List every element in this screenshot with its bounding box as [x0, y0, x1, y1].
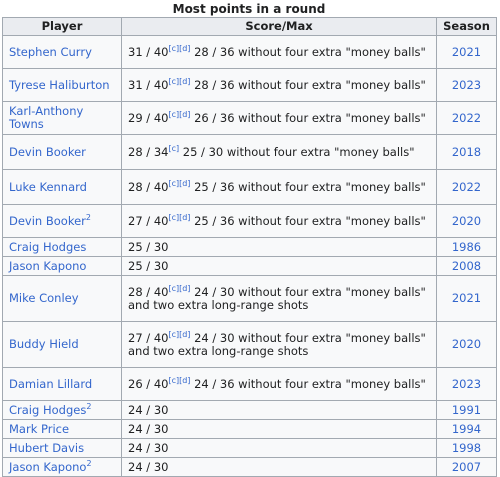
score-cell [122, 368, 437, 401]
column-header-season[interactable]: Season [437, 18, 497, 36]
player-link[interactable]: Buddy Hield [9, 337, 79, 351]
score-cell [122, 170, 437, 205]
score-cell [122, 238, 437, 257]
score-cell [122, 69, 437, 102]
score-value: 25 / 30 [128, 239, 169, 254]
score-note: 28 / 36 without four extra "money balls" [190, 44, 426, 59]
footnote-reference-link[interactable]: [c][d] [168, 212, 191, 222]
footnote-reference-link[interactable]: [c][d] [168, 283, 191, 293]
season-link[interactable]: 2022 [437, 102, 497, 135]
points-table-container [2, 2, 496, 477]
player-cell[interactable] [3, 102, 122, 135]
season-link[interactable]: 2021 [437, 36, 497, 69]
season-link[interactable]: 2020 [437, 322, 497, 368]
player-link[interactable]: Craig Hodges [9, 239, 87, 254]
score-note: 24 / 30 without four extra "money balls" and two extra long-range shots [128, 330, 426, 358]
player-link[interactable]: Stephen Curry [9, 44, 92, 59]
score-value: 24 / 30 [128, 440, 169, 455]
player-link[interactable]: Jason Kapono [9, 258, 87, 273]
footnote-reference-link[interactable]: [c][d] [168, 178, 191, 188]
season-link[interactable]: 2008 [437, 257, 497, 276]
season-link[interactable]: 1991 [437, 401, 497, 420]
player-cell[interactable] [3, 69, 122, 102]
player-link[interactable]: Luke Kennard [9, 179, 87, 194]
player-link[interactable]: Karl-Anthony Towns [9, 104, 84, 131]
table-row [3, 36, 497, 69]
score-note: 24 / 30 without four extra "money balls" and two extra long-range shots [128, 284, 426, 312]
player-link[interactable]: Damian Lillard [9, 376, 93, 391]
score-value: 25 / 30 [128, 258, 169, 273]
player-cell[interactable] [3, 401, 122, 420]
score-cell [122, 458, 437, 477]
player-link[interactable]: Mark Price [9, 421, 70, 436]
footnote-reference-link[interactable]: [c][d] [168, 329, 191, 339]
footnote-reference-link[interactable]: [c][d] [168, 43, 191, 53]
season-link[interactable]: 1986 [437, 238, 497, 257]
score-value: 26 / 40 [128, 376, 169, 391]
score-value: 28 / 40 [128, 179, 169, 194]
most-points-table [2, 17, 497, 477]
score-value: 24 / 30 [128, 402, 169, 417]
season-link[interactable]: 2007 [437, 458, 497, 477]
player-cell[interactable] [3, 238, 122, 257]
season-link[interactable]: 2018 [437, 135, 497, 170]
season-link[interactable]: 2023 [437, 368, 497, 401]
table-row [3, 257, 497, 276]
player-link[interactable]: Tyrese Haliburton [9, 77, 110, 92]
season-link[interactable]: 2021 [437, 276, 497, 322]
score-note: 25 / 30 without four extra "money balls" [179, 144, 415, 159]
footnote-reference-link[interactable]: [c][d] [168, 109, 191, 119]
player-cell[interactable] [3, 458, 122, 477]
footnote-reference-link[interactable]: [c][d] [168, 76, 191, 86]
score-value: 24 / 30 [128, 421, 169, 436]
score-value: 31 / 40 [128, 77, 169, 92]
score-cell [122, 257, 437, 276]
season-link[interactable]: 2020 [437, 205, 497, 238]
score-cell [122, 439, 437, 458]
score-cell [122, 102, 437, 135]
player-link[interactable]: Craig Hodges [9, 402, 87, 417]
footnote-reference-link[interactable]: [c][d] [168, 375, 191, 385]
season-link[interactable]: 2023 [437, 69, 497, 102]
column-header-score[interactable]: Score/Max [122, 18, 437, 36]
player-cell[interactable] [3, 439, 122, 458]
player-cell[interactable] [3, 368, 122, 401]
player-repeat-superscript: 2 [86, 401, 92, 411]
player-cell[interactable] [3, 257, 122, 276]
table-body [3, 36, 497, 477]
table-row [3, 458, 497, 477]
player-link[interactable]: Hubert Davis [9, 440, 85, 455]
table-row [3, 322, 497, 368]
table-row [3, 135, 497, 170]
score-cell [122, 135, 437, 170]
score-cell [122, 401, 437, 420]
score-cell [122, 276, 437, 322]
player-link[interactable]: Devin Booker [9, 144, 86, 159]
player-link[interactable]: Jason Kapono [9, 459, 87, 474]
score-cell [122, 322, 437, 368]
player-link[interactable]: Mike Conley [9, 291, 79, 305]
player-cell[interactable] [3, 322, 122, 368]
table-row [3, 401, 497, 420]
score-value: 27 / 40 [128, 330, 169, 345]
column-header-player[interactable]: Player [3, 18, 122, 36]
table-row [3, 205, 497, 238]
table-row [3, 420, 497, 439]
score-cell [122, 205, 437, 238]
score-cell [122, 420, 437, 439]
player-cell[interactable] [3, 170, 122, 205]
score-note: 26 / 36 without four extra "money balls" [190, 110, 426, 125]
player-repeat-superscript: 2 [86, 458, 92, 468]
table-caption: Most points in a round [172, 2, 326, 16]
score-value: 27 / 40 [128, 213, 169, 228]
table-row [3, 170, 497, 205]
score-cell [122, 36, 437, 69]
footnote-reference-link[interactable]: [c] [168, 143, 180, 153]
season-link[interactable]: 1998 [437, 439, 497, 458]
score-value: 28 / 40 [128, 284, 169, 299]
table-row [3, 102, 497, 135]
player-cell[interactable] [3, 36, 122, 69]
score-value: 29 / 40 [128, 110, 169, 125]
table-row [3, 439, 497, 458]
table-row [3, 368, 497, 401]
score-note: 25 / 36 without four extra "money balls" [190, 179, 426, 194]
table-row [3, 238, 497, 257]
player-cell[interactable] [3, 205, 122, 238]
player-cell[interactable] [3, 420, 122, 439]
table-row [3, 276, 497, 322]
score-note: 28 / 36 without four extra "money balls" [190, 77, 426, 92]
score-note: 24 / 36 without four extra "money balls" [190, 376, 426, 391]
player-cell[interactable] [3, 276, 122, 322]
header-row [3, 18, 497, 36]
season-link[interactable]: 2022 [437, 170, 497, 205]
score-value: 24 / 30 [128, 459, 169, 474]
player-repeat-superscript: 2 [85, 212, 91, 222]
score-note: 25 / 36 without four extra "money balls" [190, 213, 426, 228]
player-link[interactable]: Devin Booker [9, 213, 86, 228]
player-cell[interactable] [3, 135, 122, 170]
season-link[interactable]: 1994 [437, 420, 497, 439]
score-value: 28 / 34 [128, 144, 169, 159]
score-value: 31 / 40 [128, 44, 169, 59]
table-row [3, 69, 497, 102]
